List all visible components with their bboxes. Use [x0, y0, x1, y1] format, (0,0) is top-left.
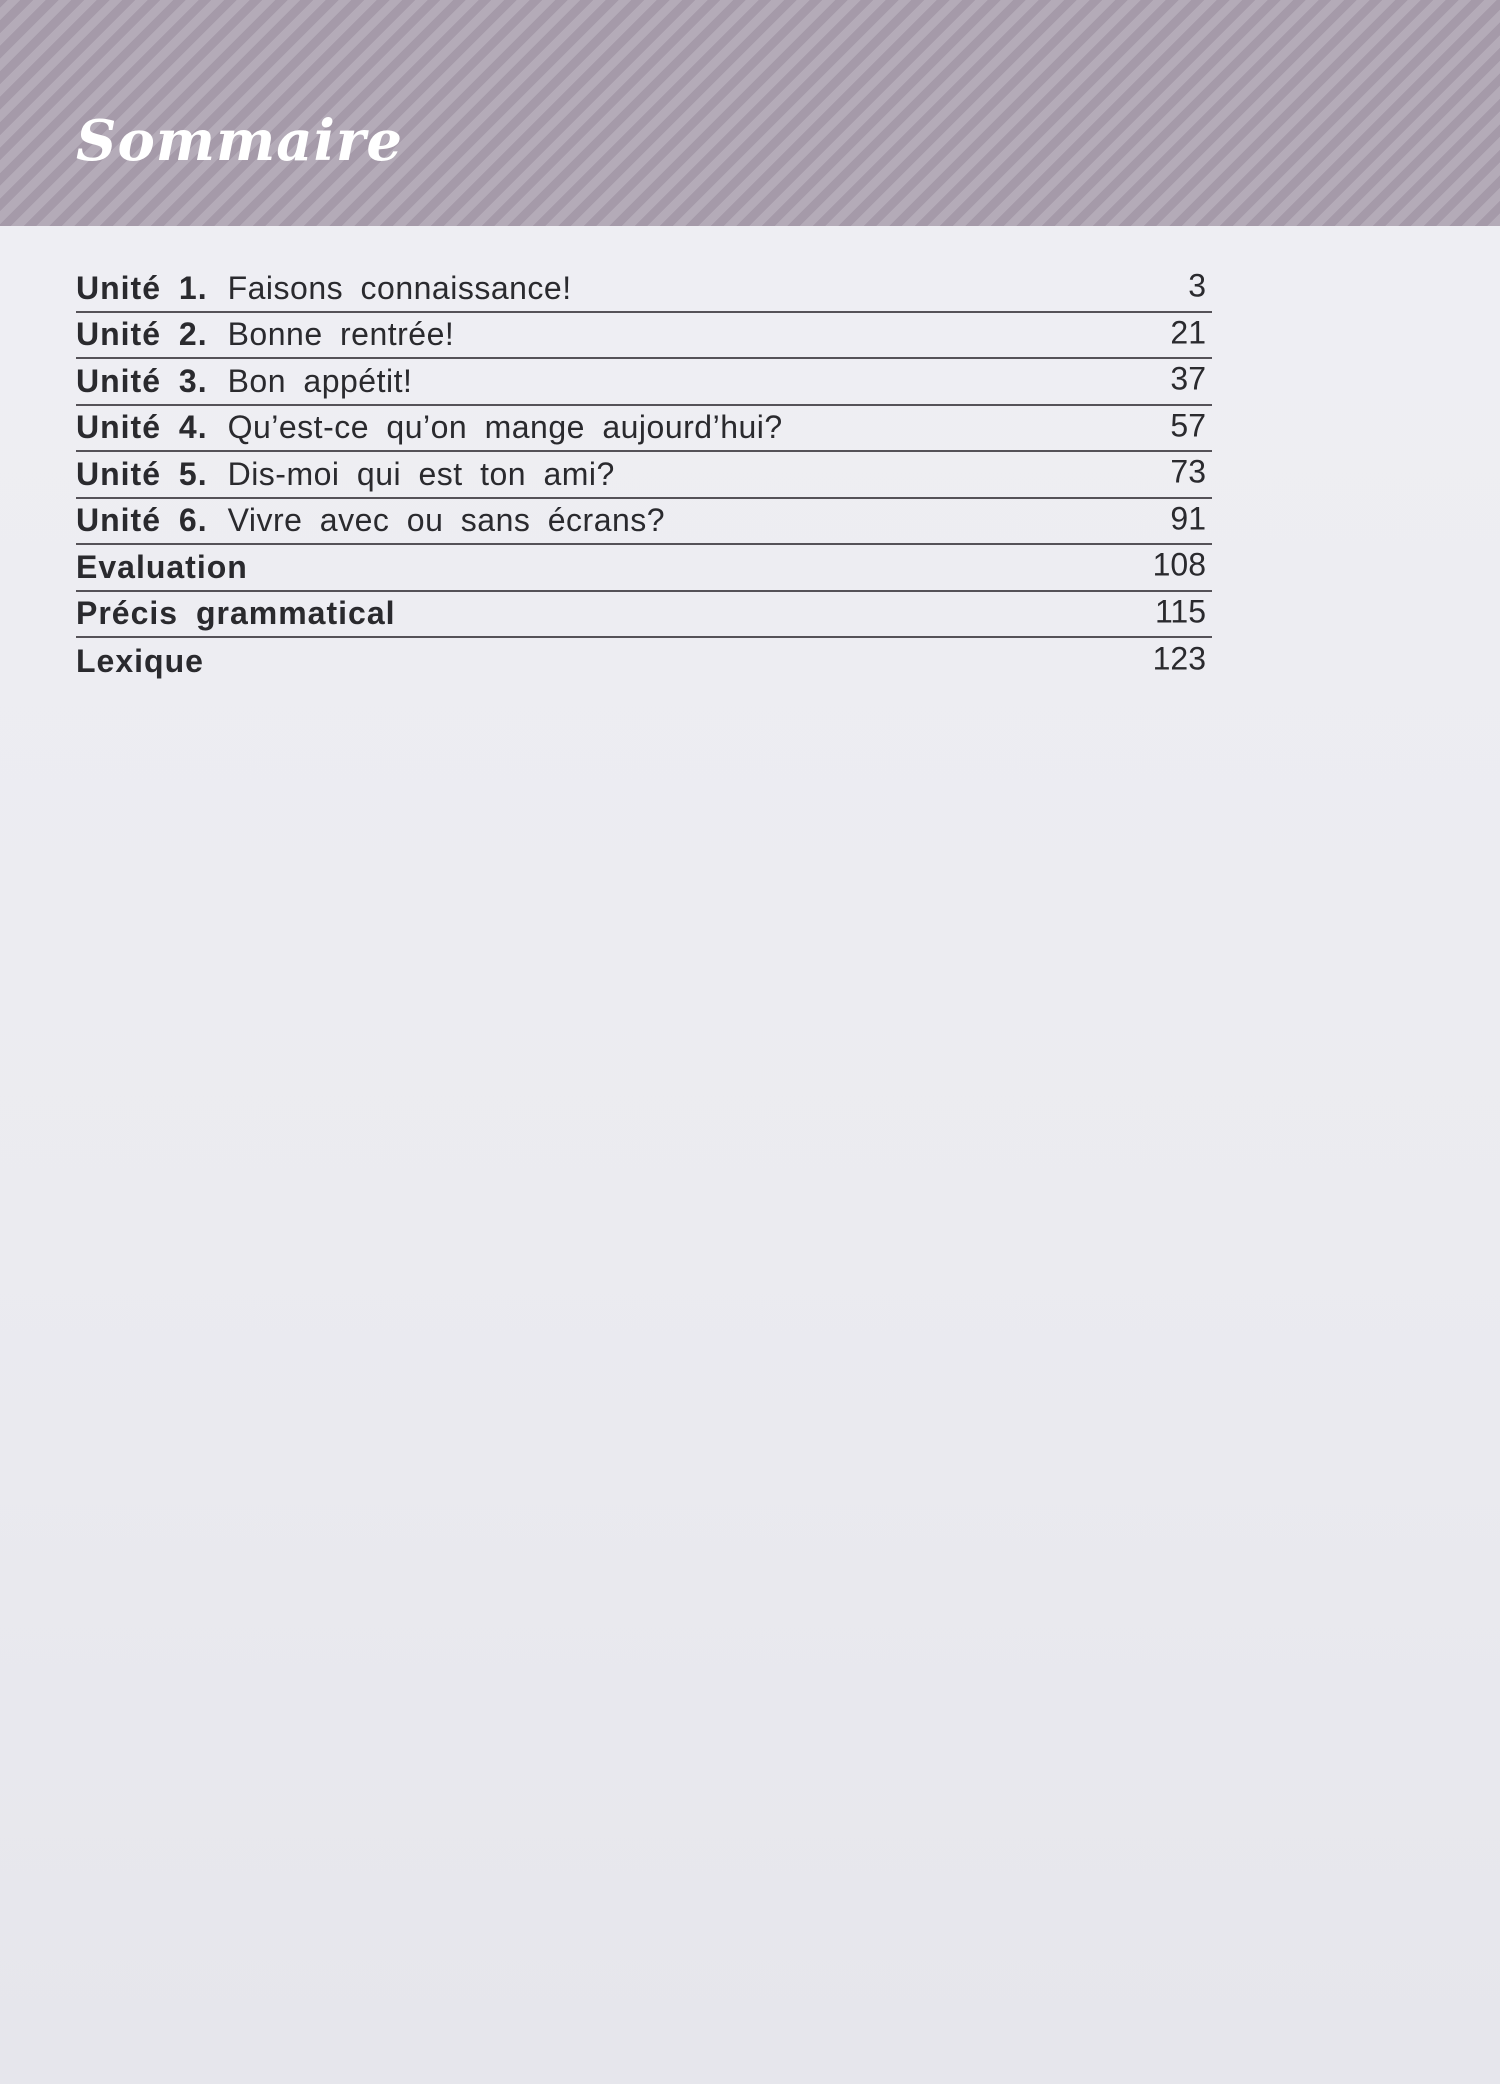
toc-title: Bonne rentrée! — [227, 316, 455, 353]
toc-entry-unite-3[interactable] — [76, 359, 1212, 406]
toc-page-number: 115 — [1154, 593, 1206, 630]
toc-unit-label: Unité 6. — [76, 502, 208, 539]
toc-entry-precis-grammatical[interactable] — [76, 592, 1212, 639]
toc-title: Qu’est-ce qu’on mange aujourd’hui? — [227, 409, 783, 446]
toc-title: Vivre avec ou sans écrans? — [227, 502, 666, 539]
toc-entry-unite-5[interactable] — [76, 452, 1212, 499]
toc-unit-label: Unité 2. — [76, 316, 208, 353]
toc-entry-evaluation[interactable] — [76, 545, 1212, 592]
toc-unit-label: Unité 3. — [76, 362, 208, 399]
toc-page-number: 57 — [1170, 407, 1206, 444]
toc-entry-unite-1[interactable] — [76, 266, 1212, 313]
toc-title: Dis-moi qui est ton ami? — [227, 455, 615, 492]
page-title: Sommaire — [76, 108, 403, 174]
toc-entry-unite-2[interactable] — [76, 313, 1212, 360]
toc-unit-label: Unité 4. — [76, 409, 208, 446]
toc-page-number: 108 — [1152, 546, 1206, 583]
toc-unit-label: Unité 5. — [76, 455, 208, 492]
toc-title: Précis grammatical — [76, 595, 396, 632]
toc-unit-label: Unité 1. — [76, 269, 208, 306]
toc-page-number: 123 — [1152, 640, 1206, 677]
toc-page-number: 73 — [1170, 453, 1206, 490]
toc-title: Lexique — [76, 642, 204, 679]
toc-page-number: 37 — [1170, 360, 1206, 397]
toc-title: Bon appétit! — [227, 362, 413, 399]
header-band — [0, 0, 1500, 226]
toc-title: Evaluation — [76, 548, 248, 585]
toc-entry-unite-4[interactable] — [76, 406, 1212, 453]
toc-entry-unite-6[interactable] — [76, 499, 1212, 546]
table-of-contents — [76, 266, 1212, 685]
toc-page-number: 3 — [1188, 267, 1206, 304]
toc-title: Faisons connaissance! — [227, 269, 572, 306]
toc-page-number: 21 — [1170, 314, 1206, 351]
toc-page-number: 91 — [1170, 500, 1206, 537]
toc-entry-lexique[interactable] — [76, 638, 1212, 685]
